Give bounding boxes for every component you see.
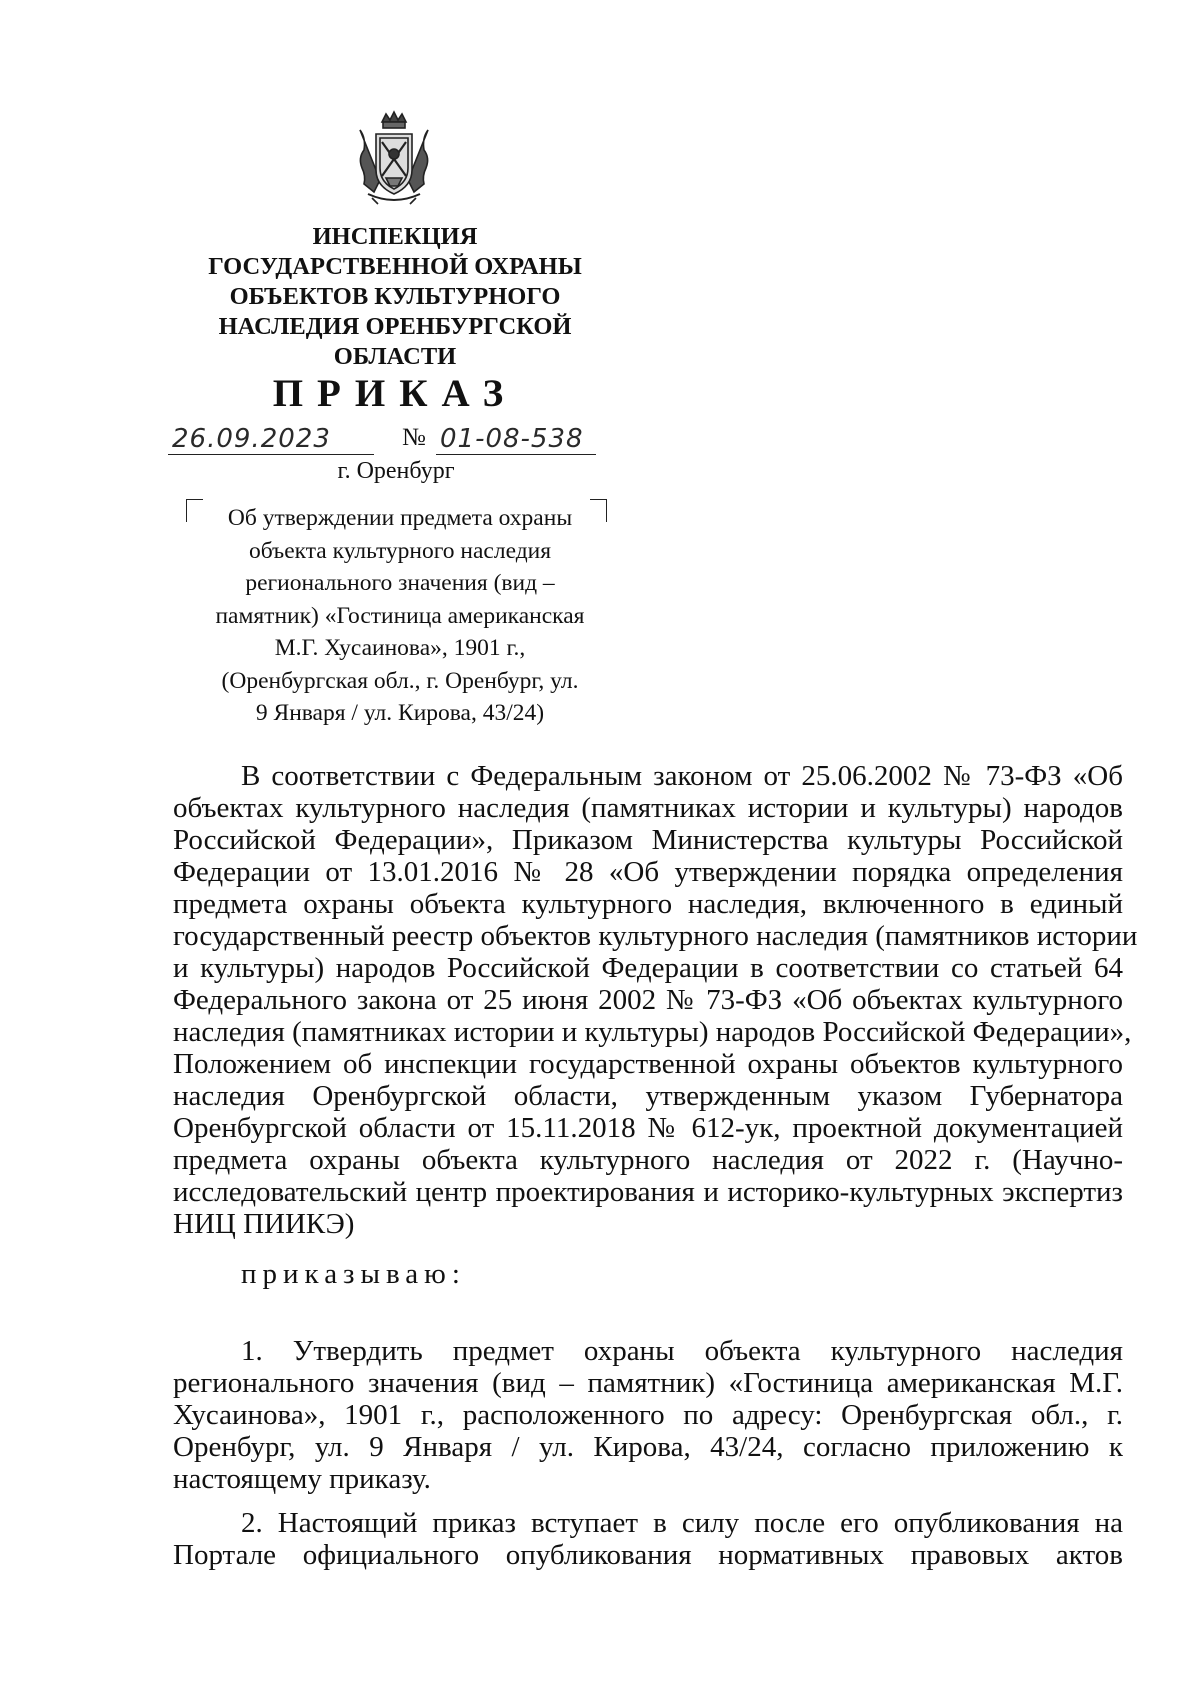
- number-field: [436, 418, 596, 455]
- preamble-line: Федерации от 13.01.2016 № 28 «Об утверждении порядка определения: [173, 856, 1123, 888]
- preamble-paragraph: [173, 760, 1138, 1240]
- preamble-line: государственный реестр объектов культурного наследия (памятников истории: [173, 920, 1138, 952]
- subject-line: памятник) «Гостиница американская: [215, 602, 585, 629]
- item-1-line: регионального значения (вид – памятник) «Гостиница американская М.Г.: [173, 1367, 1123, 1399]
- handwritten-number: 01-08-538: [440, 424, 584, 454]
- subject-line: Об утверждении предмета охраны: [227, 505, 573, 531]
- item-1-line: Оренбург, ул. 9 Января / ул. Кирова, 43/24, согласно приложению к: [173, 1431, 1123, 1463]
- date-field: [168, 418, 374, 455]
- subject-line: объекта культурного наследия: [248, 537, 552, 564]
- org-title-line: ОБЪЕКТОВ КУЛЬТУРНОГО: [229, 283, 561, 310]
- preamble-line: В соответствии с Федеральным законом от 25.06.2002 № 73-ФЗ «Об: [241, 760, 1123, 792]
- org-title-line: ИНСПЕКЦИЯ: [312, 223, 478, 250]
- subject-line: 9 Января / ул. Кирова, 43/24): [255, 700, 545, 726]
- handwritten-date: 26.09.2023: [172, 424, 331, 454]
- subject-line: (Оренбургская обл., г. Оренбург, ул.: [221, 667, 579, 694]
- subject-line: регионального значения (вид –: [245, 570, 555, 596]
- coat-of-arms-icon: [352, 108, 436, 208]
- preamble-line: объектах культурного наследия (памятниках истории и культуры) народов: [173, 792, 1123, 824]
- preamble-line: Федерального закона от 25 июня 2002 № 73-ФЗ «Об объектах культурного: [173, 984, 1123, 1016]
- preamble-line: Российской Федерации», Приказом Министерства культуры Российской: [173, 824, 1123, 856]
- preamble-line: НИЦ ПИИКЭ): [173, 1208, 355, 1240]
- org-title-line: ГОСУДАРСТВЕННОЙ ОХРАНЫ: [208, 253, 582, 280]
- preamble-line: наследия (памятниках истории и культуры) народов Российской Федерации»,: [173, 1016, 1132, 1048]
- preamble-line: предмета охраны объекта культурного наследия, включенного в единый: [173, 888, 1123, 920]
- subject-block: [190, 502, 610, 730]
- item-1-line: настоящему приказу.: [173, 1463, 431, 1495]
- preamble-line: исследовательский центр проектирования и историко-культурных экспертиз: [173, 1176, 1123, 1208]
- preamble-line: предмета охраны объекта культурного наследия от 2022 г. (Научно-: [173, 1144, 1123, 1176]
- org-title-line: ОБЛАСТИ: [333, 343, 457, 370]
- order-word: приказываю:: [241, 1258, 466, 1290]
- item-1-line: Хусаинова», 1901 г., расположенного по адресу: Оренбургская обл., г.: [173, 1399, 1123, 1431]
- subject-line: М.Г. Хусаинова», 1901 г.,: [274, 635, 526, 661]
- preamble-line: и культуры) народов Российской Федерации в соответствии со статьей 64: [173, 952, 1123, 984]
- org-title-line: НАСЛЕДИЯ ОРЕНБУРГСКОЙ: [218, 313, 572, 340]
- preamble-line: наследия Оренбургской области, утвержденным указом Губернатора: [173, 1080, 1123, 1112]
- order-items: [173, 1335, 1123, 1571]
- preamble-line: Положением об инспекции государственной охраны объектов культурного: [173, 1048, 1123, 1080]
- document-type-title: ПРИКАЗ: [272, 372, 518, 415]
- item-1-line: 1. Утвердить предмет охраны объекта культурного наследия: [241, 1335, 1123, 1367]
- number-sign: №: [402, 424, 426, 451]
- item-2-line: 2. Настоящий приказ вступает в силу после его опубликования на: [241, 1507, 1123, 1539]
- organization-title: [180, 222, 610, 372]
- item-2-line: Портале официального опубликования нормативных правовых актов: [173, 1539, 1123, 1571]
- preamble-line: Оренбургской области от 15.11.2018 № 612-ук, проектной документацией: [173, 1112, 1123, 1144]
- city-label: г. Оренбург: [337, 458, 455, 484]
